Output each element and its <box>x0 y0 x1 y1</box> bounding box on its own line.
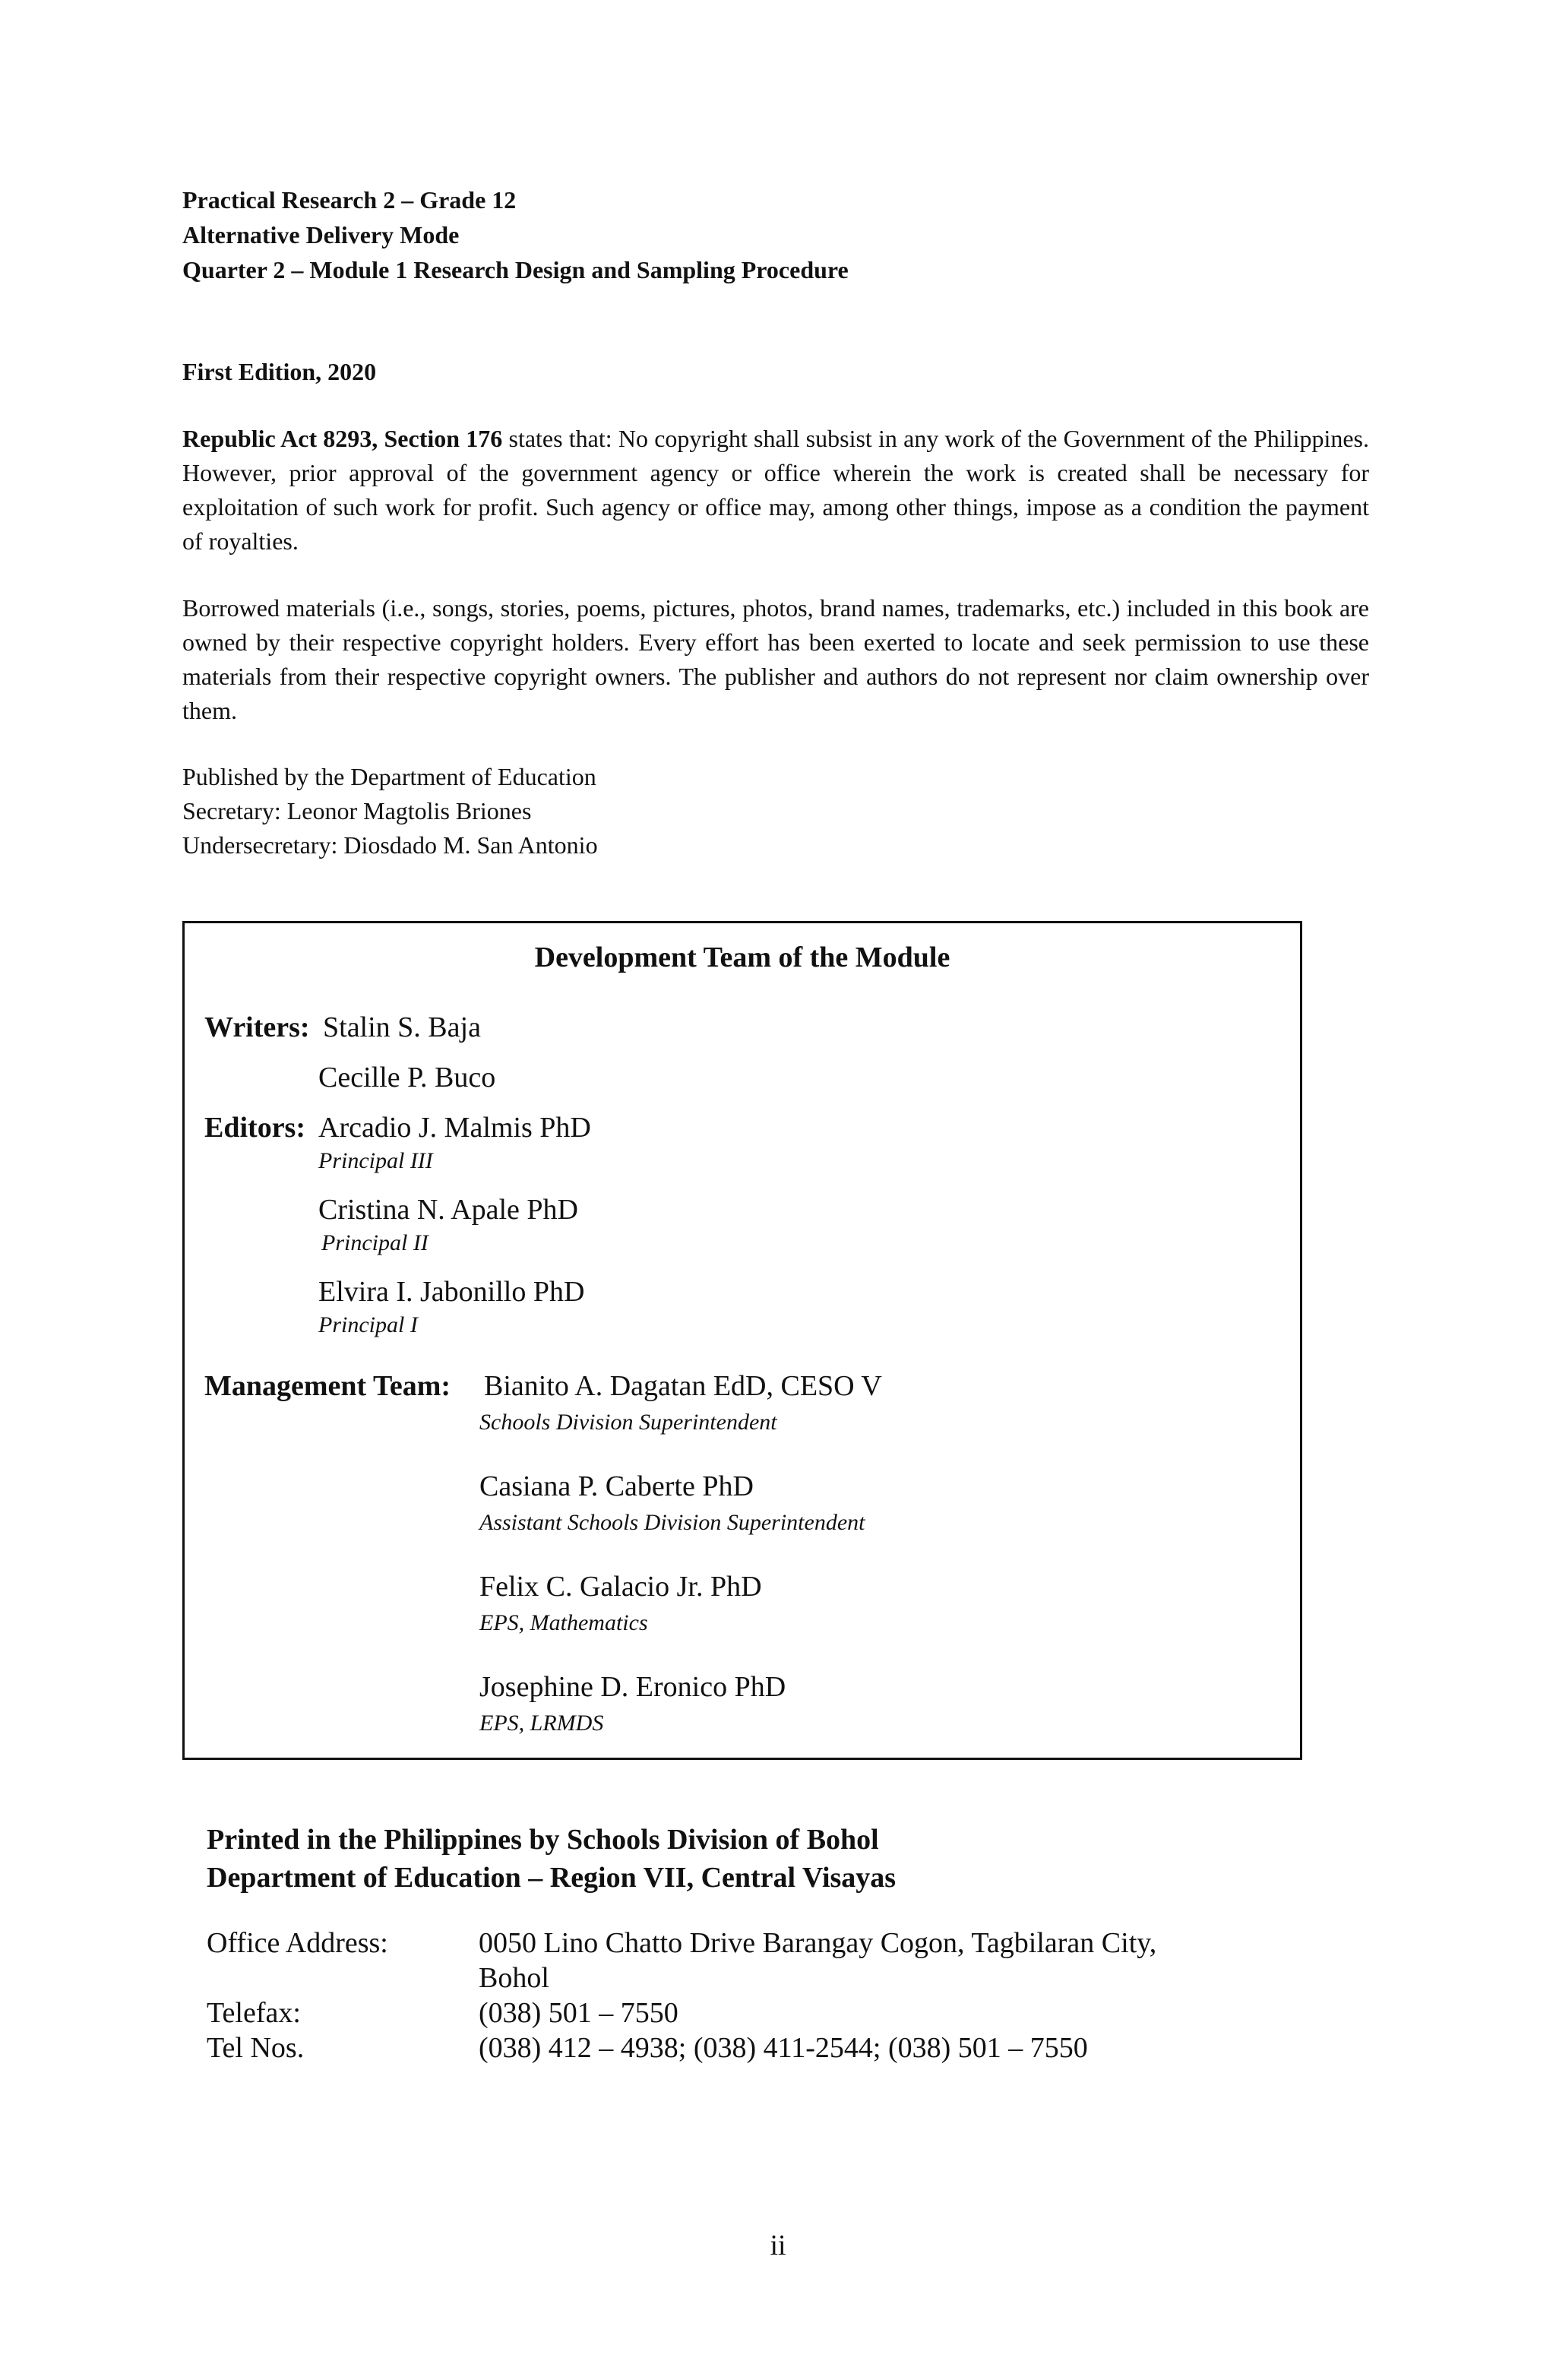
office-address-label: Office Address: <box>207 1927 388 1959</box>
writer-name: Stalin S. Baja <box>323 1011 481 1043</box>
copyright-text: states that: No copyright shall subsist in any work of the Government of the Philippines. However, prior approval of the government agency or office wherein the work is created shall be necessary for exploitation of such work for profit. Such agency or office may, among other things, impose as a condition the payment of royalties. <box>182 425 1370 555</box>
manager-name: Casiana P. Caberte PhD <box>479 1470 754 1502</box>
manager-role: Schools Division Superintendent <box>479 1410 777 1435</box>
team-title: Development Team of the Module <box>534 942 950 973</box>
copyright-paragraph <box>182 422 1369 559</box>
undersecretary: Undersecretary: Diosdado M. San Antonio <box>182 831 598 859</box>
manager-role: EPS, Mathematics <box>479 1610 648 1635</box>
printed-by-block <box>207 1821 896 1897</box>
telefax-label: Telefax: <box>207 1997 301 2029</box>
republic-act-reference: Republic Act 8293, Section 176 <box>182 425 503 452</box>
manager-name: Josephine D. Eronico PhD <box>479 1671 786 1703</box>
department-region: Department of Education – Region VII, Central Visayas <box>207 1862 897 1894</box>
module-header <box>182 182 1398 287</box>
editor-role: Principal III <box>318 1148 433 1173</box>
editor-role: Principal I <box>318 1312 418 1337</box>
office-address-value: 0050 Lino Chatto Drive Barangay Cogon, Tagbilaran City, <box>479 1927 1157 1959</box>
module-subtitle: Quarter 2 – Module 1 Research Design and Sampling Procedure <box>182 256 849 283</box>
published-by: Published by the Department of Education <box>182 763 596 790</box>
delivery-mode: Alternative Delivery Mode <box>182 221 460 248</box>
module-title: Practical Research 2 – Grade 12 <box>182 186 517 214</box>
manager-name: Bianito A. Dagatan EdD, CESO V <box>484 1370 882 1402</box>
editor-name: Arcadio J. Malmis PhD <box>318 1112 591 1144</box>
editors-label: Editors: <box>204 1112 305 1144</box>
secretary: Secretary: Leonor Magtolis Briones <box>182 797 532 824</box>
borrowed-materials-paragraph: Borrowed materials (i.e., songs, stories, poems, pictures, photos, brand names, trademarks, etc.) included in this book are owned by their respective copyright holders. Every effort has been exerted to locate and seek permission to use these materials from their respective copyright owners. The publisher and authors do not represent nor claim ownership over them. <box>182 594 1369 724</box>
tel-nos-value: (038) 412 – 4938; (038) 411-2544; (038) 501 – 7550 <box>479 2032 1088 2064</box>
office-address-value-cont: Bohol <box>479 1962 549 1994</box>
manager-role: Assistant Schools Division Superintendent <box>479 1510 865 1535</box>
editor-role: Principal II <box>321 1230 429 1255</box>
publication-info <box>182 760 598 862</box>
telefax-value: (038) 501 – 7550 <box>479 1997 678 2029</box>
writers-label: Writers: <box>204 1011 310 1043</box>
editor-name: Cristina N. Apale PhD <box>318 1194 578 1226</box>
page-number: ii <box>770 2230 786 2261</box>
manager-role: EPS, LRMDS <box>479 1711 604 1736</box>
manager-name: Felix C. Galacio Jr. PhD <box>479 1571 762 1603</box>
development-team-box <box>182 921 1302 1760</box>
writer-name: Cecille P. Buco <box>318 1062 496 1093</box>
editor-name: Elvira I. Jabonillo PhD <box>318 1276 585 1308</box>
tel-nos-label: Tel Nos. <box>207 2032 305 2064</box>
edition: First Edition, 2020 <box>182 358 377 385</box>
printed-by: Printed in the Philippines by Schools Division of Bohol <box>207 1824 879 1856</box>
management-label: Management Team: <box>204 1370 451 1402</box>
